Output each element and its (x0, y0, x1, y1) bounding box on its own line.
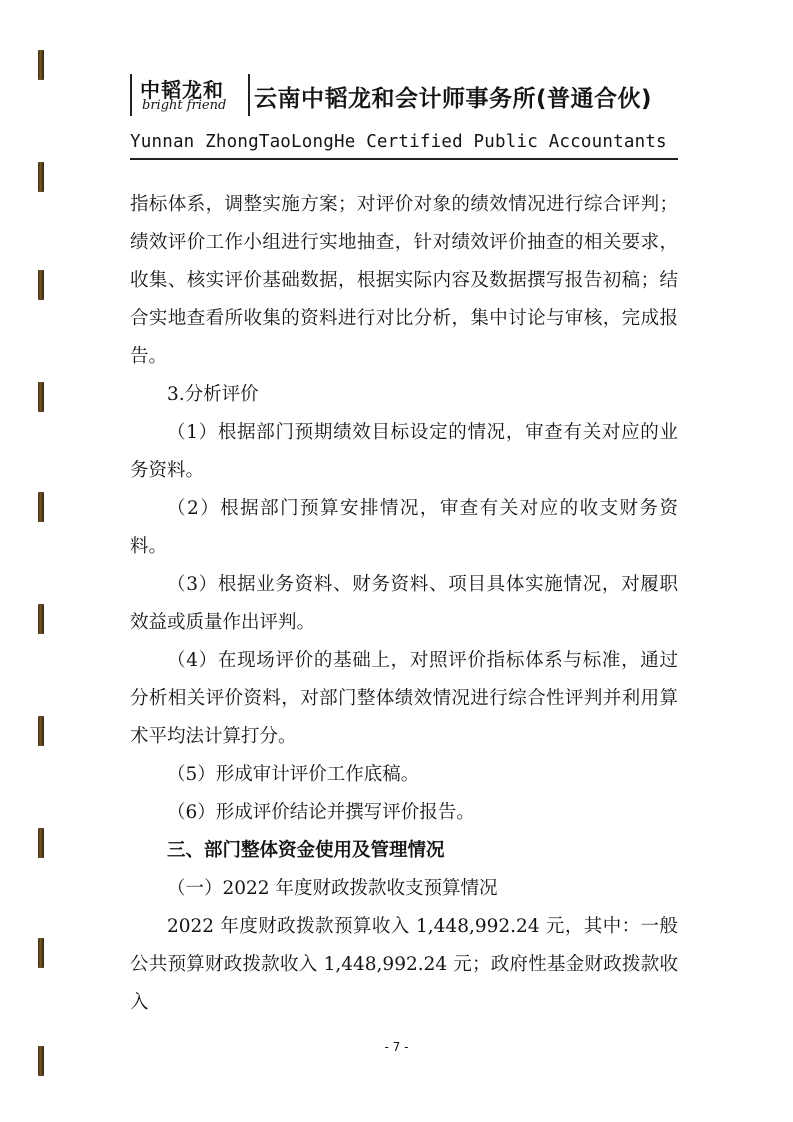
firm-logo (130, 74, 250, 116)
list-item: （4）在现场评价的基础上，对照评价指标体系与标准，通过分析相关评价资料，对部门整体绩效情况进行综合性评判并利用算术平均法计算打分。 (130, 650, 678, 747)
list-item: （3）根据业务资料、财务资料、项目具体实施情况，对履职效益或质量作出评判。 (130, 574, 678, 633)
document-body (130, 186, 678, 1022)
body-paragraph: 指标体系，调整实施方案；对评价对象的绩效情况进行综合评判；绩效评价工作小组进行实地抽查，针对绩效评价抽查的相关要求，收集、核实评价基础数据，根据实际内容及数据撰写报告初稿；结合实地查看所收集的资料进行对比分析，集中讨论与审核，完成报告。 (130, 194, 678, 367)
binding-marks (38, 0, 52, 1122)
list-item: （2）根据部门预算安排情况，审查有关对应的收支财务资料。 (130, 498, 678, 557)
header-divider (130, 158, 678, 160)
list-item: （6）形成评价结论并撰写评价报告。 (167, 802, 475, 823)
list-item: （5）形成审计评价工作底稿。 (167, 764, 420, 785)
section-heading: 三、部门整体资金使用及管理情况 (167, 840, 445, 861)
logo-english-text: bright friend (142, 98, 227, 113)
logo-chinese-text: 中韬龙和 (140, 78, 224, 102)
binding-mark (38, 604, 44, 634)
subsection-heading: （一）2022 年度财政拨款收支预算情况 (167, 878, 498, 899)
page-number: - 7 - (384, 1040, 409, 1054)
firm-name-chinese: 云南中韬龙和会计师事务所(普通合伙) (254, 86, 653, 112)
firm-name-english: Yunnan ZhongTaoLongHe Certified Public Accountants (130, 132, 667, 152)
list-item: （1）根据部门预期绩效目标设定的情况，审查有关对应的业务资料。 (130, 422, 678, 481)
binding-mark (38, 162, 44, 192)
binding-mark (38, 50, 44, 80)
body-paragraph: 2022 年度财政拨款预算收入 1,448,992.24 元，其中：一般公共预算财政拨款收入 1,448,992.24 元；政府性基金财政拨款收入 (130, 916, 678, 1013)
binding-mark (38, 270, 44, 300)
binding-mark (38, 828, 44, 858)
section-subheading: 3.分析评价 (167, 384, 259, 405)
binding-mark (38, 492, 44, 522)
binding-mark (38, 382, 44, 412)
binding-mark (38, 716, 44, 746)
binding-mark (38, 938, 44, 968)
